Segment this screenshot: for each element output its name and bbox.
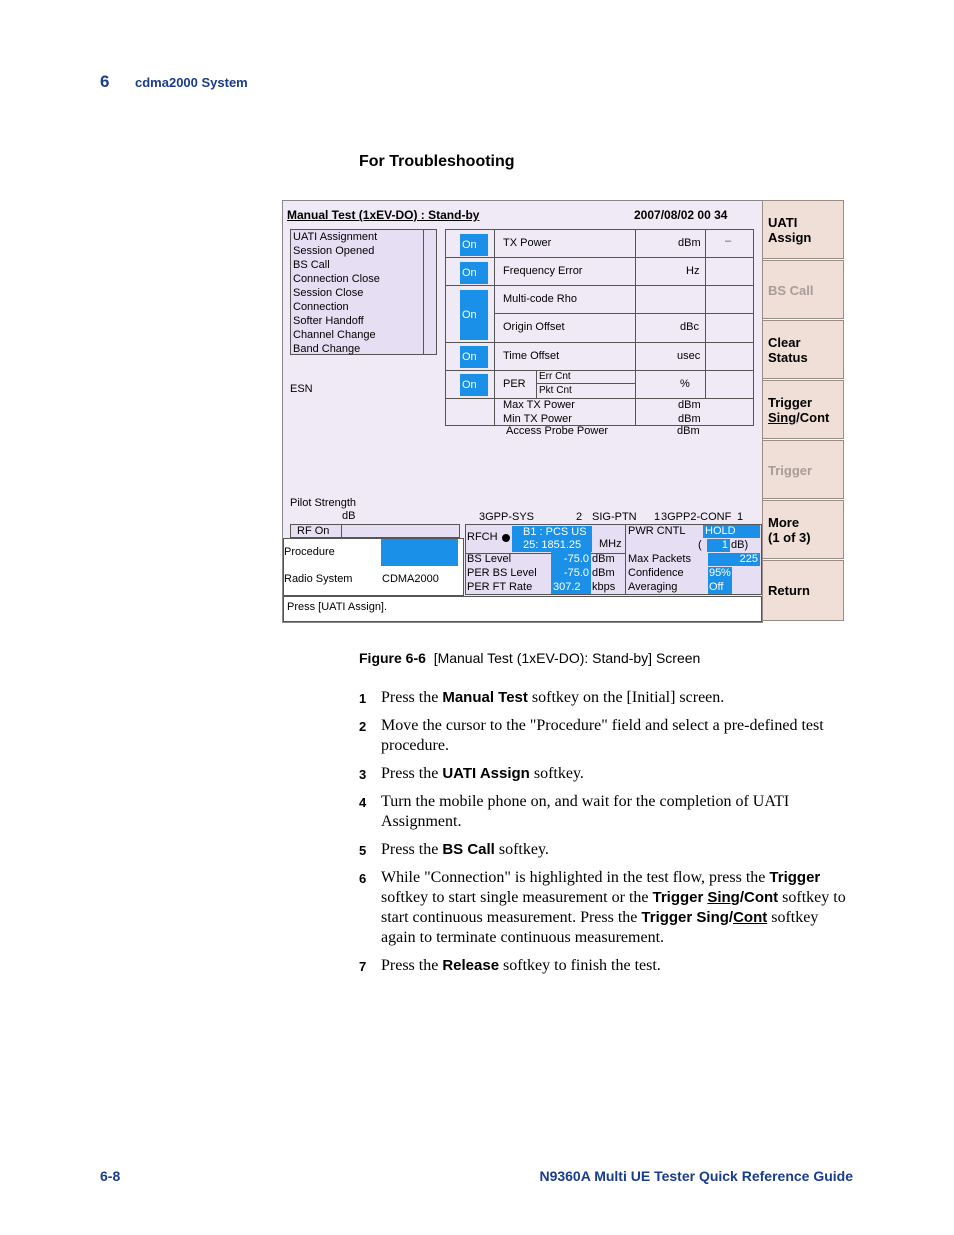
- step-text: softkey to start single measurement or the: [381, 889, 653, 906]
- softkey-ref: UATI Assign: [442, 765, 530, 782]
- procedure-field[interactable]: [381, 539, 458, 566]
- figure-text: [Manual Test (1xEV-DO): Stand-by] Screen: [433, 650, 701, 666]
- softkey-trigger-line1: Trigger: [768, 395, 813, 410]
- softkey-return-label: Return: [768, 583, 810, 598]
- test-flow-item[interactable]: Session Close: [293, 287, 364, 299]
- per-ft-rate-label: PER FT Rate: [467, 581, 533, 593]
- averaging-value: Off: [709, 581, 724, 593]
- per-bs-level-unit: dBm: [592, 567, 615, 579]
- step-text: softkey.: [529, 765, 584, 782]
- esn-label: ESN: [290, 383, 313, 395]
- softkey-trigger-label: Trigger: [768, 463, 813, 478]
- bs-level-fields[interactable]: [551, 552, 591, 594]
- rfch-unit: MHz: [599, 538, 622, 550]
- confidence-unit: %: [721, 567, 731, 579]
- max-tx-label: Max TX Power: [503, 399, 575, 411]
- softkey-trigger-sing-cont[interactable]: [762, 380, 844, 439]
- step-text: Press the: [381, 765, 443, 782]
- softkey-uati-assign[interactable]: [762, 200, 844, 259]
- step-7: [359, 956, 854, 976]
- sig-label: SIG-PTN: [592, 511, 637, 523]
- radio-system-value[interactable]: CDMA2000: [382, 573, 439, 585]
- instrument-screen: [282, 200, 763, 623]
- mod-on-toggle[interactable]: On: [460, 290, 488, 340]
- bs-level-unit: dBm: [592, 553, 615, 565]
- rf-on-indicator[interactable]: [290, 524, 460, 538]
- conf-label: 3GPP2-CONF: [661, 511, 732, 523]
- step-number: 4: [359, 795, 367, 810]
- procedure-steps: [359, 688, 854, 984]
- per-bs-level-label: PER BS Level: [467, 567, 537, 579]
- softkey-uati-assign-line1: UATI: [768, 215, 798, 230]
- softkey-ref: /Cont: [739, 889, 779, 906]
- origin-offset-unit: dBc: [680, 321, 699, 333]
- max-packets-field[interactable]: [708, 553, 760, 566]
- message-text: Press [UATI Assign].: [287, 601, 388, 613]
- time-offset-on-toggle[interactable]: On: [460, 346, 488, 368]
- rfch-field[interactable]: [512, 526, 592, 552]
- step-text: Press the: [381, 841, 443, 858]
- pwr-step-value: 1: [721, 539, 728, 551]
- pwr-step-paren: (: [698, 539, 702, 551]
- conf-value: 1: [737, 511, 744, 523]
- softkey-ref: BS Call: [442, 841, 495, 858]
- per-label: PER: [503, 378, 526, 390]
- origin-offset-label: Origin Offset: [503, 321, 565, 333]
- tx-power-unit: dBm: [678, 237, 701, 249]
- max-tx-unit: dBm: [678, 399, 701, 411]
- chapter-number: 6: [100, 72, 110, 91]
- section-title: For Troubleshooting: [359, 153, 515, 170]
- freq-error-label: Frequency Error: [503, 265, 583, 277]
- rfch-indicator-dot: [502, 534, 510, 542]
- bs-level-label: BS Level: [467, 553, 512, 565]
- sig-value: 1: [654, 511, 661, 523]
- pwr-cntl-mode[interactable]: [703, 525, 760, 538]
- step-number: 5: [359, 843, 367, 858]
- softkey-ref: Trigger: [769, 869, 821, 886]
- softkey-ref: Cont: [733, 909, 768, 926]
- measurement-grid: [445, 229, 754, 426]
- step-text: Move the cursor to the "Procedure" field and select a pre-defined test procedure.: [381, 717, 824, 754]
- step-text: softkey on the [Initial] screen.: [527, 689, 725, 706]
- rfch-band: B1 : PCS US: [523, 526, 587, 538]
- step-3: [359, 764, 854, 784]
- confidence-label: Confidence: [628, 567, 684, 579]
- guide-title: N9360A Multi UE Tester Quick Reference Guide: [539, 1168, 853, 1184]
- time-offset-label: Time Offset: [503, 350, 560, 362]
- softkey-trigger-sing: Sing: [768, 410, 797, 425]
- chapter-title: cdma2000 System: [135, 75, 248, 90]
- step-number: 2: [359, 719, 367, 734]
- procedure-label: Procedure: [284, 546, 335, 558]
- step-2: [359, 716, 854, 756]
- rfch-label: RFCH: [467, 531, 498, 543]
- pkt-cnt-label: Pkt Cnt: [539, 385, 572, 396]
- confidence-value: 95: [709, 567, 722, 579]
- test-flow-item[interactable]: UATI Assignment: [293, 231, 378, 243]
- softkey-clear-status[interactable]: [762, 320, 844, 379]
- pilot-strength-unit: dB: [342, 510, 356, 522]
- averaging-label: Averaging: [628, 581, 678, 593]
- radio-system-label: Radio System: [284, 573, 353, 585]
- pwr-step-unit: dB): [731, 539, 749, 551]
- test-flow-item[interactable]: Softer Handoff: [293, 315, 364, 327]
- test-flow-item[interactable]: BS Call: [293, 259, 330, 271]
- sys-label: 3GPP-SYS: [479, 511, 535, 523]
- pilot-strength-label: Pilot Strength: [290, 497, 357, 509]
- test-flow-item[interactable]: Session Opened: [293, 245, 375, 257]
- step-4: [359, 792, 854, 832]
- freq-error-unit: Hz: [686, 265, 700, 277]
- sys-value: 2: [576, 511, 583, 523]
- test-flow-item[interactable]: Connection Close: [293, 273, 380, 285]
- softkey-trigger-cont: /Cont: [796, 410, 830, 425]
- step-1: [359, 688, 854, 708]
- test-flow-item[interactable]: Channel Change: [293, 329, 376, 341]
- min-tx-unit: dBm: [678, 413, 701, 425]
- softkey-clear-status-line2: Status: [768, 350, 808, 365]
- message-bar: [283, 596, 762, 622]
- softkey-bs-call-label: BS Call: [768, 283, 814, 298]
- step-text: softkey to finish the test.: [499, 957, 661, 974]
- step-text: Press the: [381, 689, 443, 706]
- test-flow-item[interactable]: Band Change: [293, 343, 361, 355]
- pwr-step-field[interactable]: [707, 539, 730, 552]
- bs-level-value: -75.0: [563, 553, 589, 565]
- rho-label: Multi-code Rho: [503, 293, 577, 305]
- per-on-toggle[interactable]: On: [460, 374, 488, 396]
- screen-title: Manual Test (1xEV-DO) : Stand-by: [287, 208, 480, 222]
- rfch-channel: 25: 1851.25: [523, 539, 582, 551]
- softkey-ref: Trigger Sing/: [641, 909, 734, 926]
- step-text: Press the: [381, 957, 443, 974]
- tx-power-label: TX Power: [503, 237, 552, 249]
- softkey-return[interactable]: [762, 560, 844, 621]
- softkey-column: [762, 200, 844, 621]
- pwr-cntl-label: PWR CNTL: [628, 525, 686, 537]
- access-probe-label: Access Probe Power: [506, 425, 609, 437]
- softkey-ref: Manual Test: [442, 689, 528, 706]
- step-number: 1: [359, 691, 367, 706]
- softkey-trigger[interactable]: [762, 440, 844, 499]
- step-text: softkey.: [494, 841, 549, 858]
- softkey-ref: Sing: [707, 889, 740, 906]
- softkey-uati-assign-line2: Assign: [768, 230, 812, 245]
- time-offset-unit: usec: [677, 350, 701, 362]
- screen-datetime: 2007/08/02 00 34: [634, 208, 728, 222]
- step-text: While "Connection" is highlighted in the test flow, press the: [381, 869, 770, 886]
- softkey-ref: Trigger: [652, 889, 704, 906]
- min-tx-label: Min TX Power: [503, 413, 572, 425]
- softkey-clear-status-line1: Clear: [768, 335, 801, 350]
- softkey-more-line1: More: [768, 515, 800, 530]
- freq-error-on-toggle[interactable]: On: [460, 262, 488, 284]
- per-ft-rate-value: 307.2: [553, 581, 581, 593]
- rf-on-label: RF On: [291, 525, 342, 537]
- softkey-ref: Release: [442, 957, 500, 974]
- page-number: 6-8: [100, 1168, 121, 1184]
- softkey-bs-call[interactable]: [762, 260, 844, 319]
- softkey-more-line2: (1 of 3): [768, 530, 811, 545]
- figure-label: Figure 6-6: [359, 650, 426, 666]
- step-5: [359, 840, 854, 860]
- test-flow-list[interactable]: [290, 229, 437, 355]
- step-text: softkey to start continuous measurement. Press the: [381, 889, 846, 926]
- softkey-more[interactable]: [762, 500, 844, 559]
- max-packets-value: 225: [739, 553, 758, 565]
- step-text: Turn the mobile phone on, and wait for the completion of UATI Assignment.: [381, 793, 790, 830]
- step-number: 3: [359, 767, 367, 782]
- access-probe-unit: dBm: [677, 425, 700, 437]
- figure-caption: [359, 650, 700, 666]
- step-text: softkey again to terminate continuous measurement.: [381, 909, 819, 946]
- per-bs-level-value: -75.0: [563, 567, 589, 579]
- max-packets-label: Max Packets: [628, 553, 691, 565]
- tx-power-on-toggle[interactable]: On: [460, 234, 488, 256]
- per-ft-rate-unit: kbps: [592, 581, 616, 593]
- step-number: 6: [359, 871, 367, 886]
- step-6: [359, 868, 854, 948]
- err-cnt-label: Err Cnt: [539, 371, 571, 382]
- test-flow-item[interactable]: Connection: [293, 301, 349, 313]
- step-number: 7: [359, 959, 367, 974]
- tx-power-value: –: [725, 235, 732, 247]
- hold-value: HOLD: [705, 525, 736, 537]
- per-unit: %: [680, 378, 690, 390]
